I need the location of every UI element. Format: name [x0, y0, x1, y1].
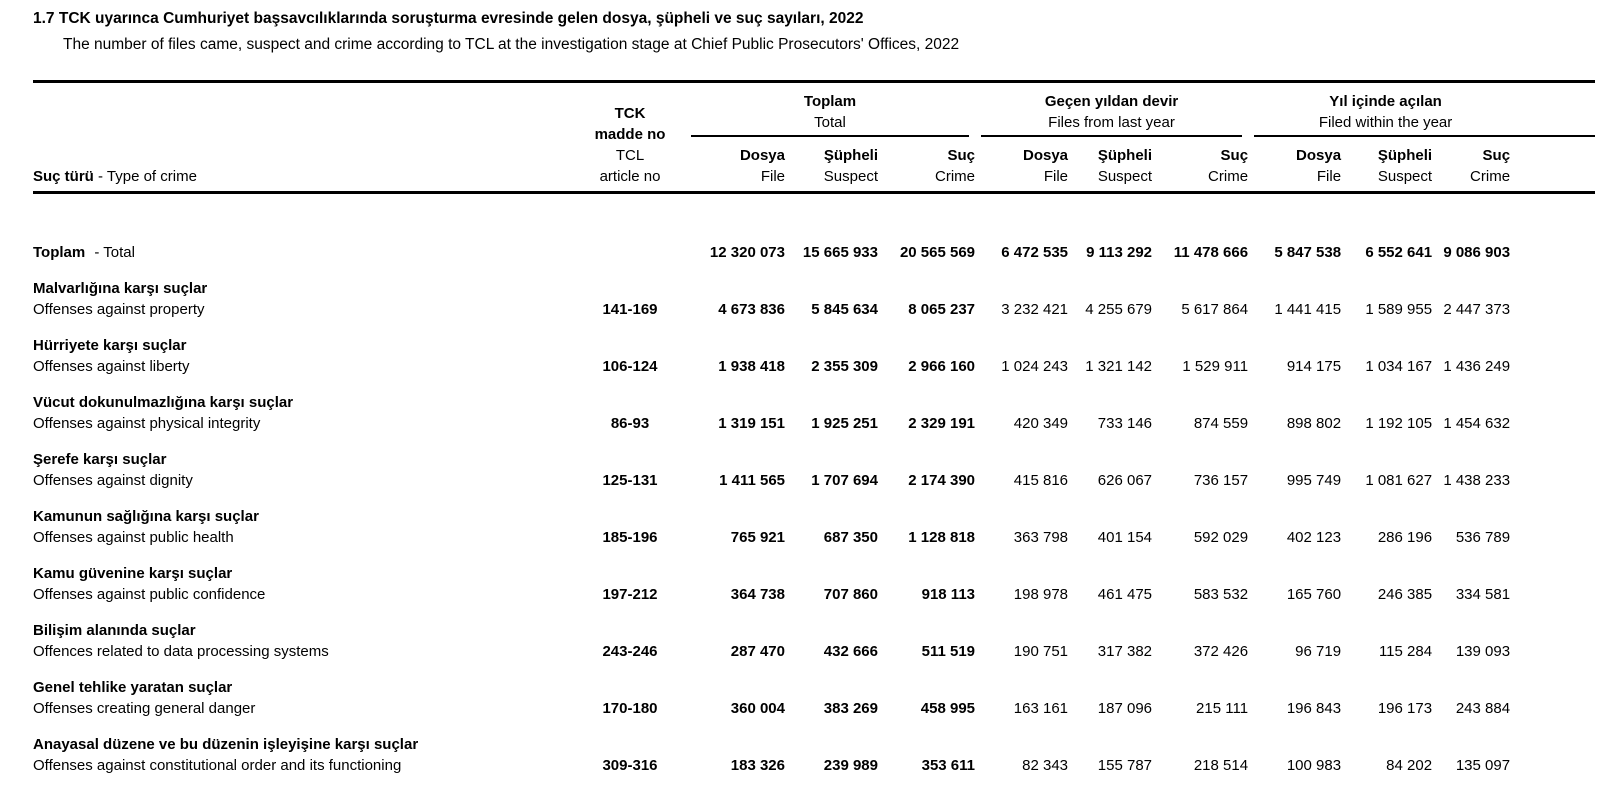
tcl-article-cell: 141-169: [602, 301, 658, 318]
value-total-crime: 353 611: [921, 757, 976, 774]
value-lastyear-file: 6 472 535: [1001, 244, 1069, 261]
group-header-files-from-last-year: [975, 82, 1248, 138]
crime-name-english: Offenses against physical integrity: [33, 415, 261, 432]
row-pad-cell: [1510, 377, 1595, 434]
subcolumn-header-suspect: Şüpheli Suspect: [1068, 137, 1152, 193]
row-pad-cell: [1510, 605, 1595, 662]
crime-name-english: Offenses against constitutional order and its functioning: [33, 757, 402, 774]
value-total-suspect: 432 666: [823, 643, 878, 660]
row-pad-cell: [1510, 662, 1595, 719]
row-pad-cell: [1510, 263, 1595, 320]
crime-name-english: - Total: [94, 244, 135, 261]
value-lastyear-crime: 11 478 666: [1173, 244, 1249, 261]
tcl-article-cell: 170-180: [602, 700, 658, 717]
row-pad-cell: [1510, 320, 1595, 377]
value-lastyear-suspect: 9 113 292: [1086, 244, 1153, 261]
table-row: [33, 320, 1595, 377]
value-lastyear-file: 415 816: [1013, 472, 1069, 489]
crime-name-english: Offenses against public health: [33, 529, 234, 546]
row-pad-cell: [1510, 719, 1595, 776]
crime-name-turkish: Hürriyete karşı suçlar: [33, 337, 187, 354]
value-withinyear-file: 995 749: [1286, 472, 1342, 489]
value-lastyear-suspect: 1 321 142: [1085, 358, 1153, 375]
tcl-article-cell: 86-93: [610, 415, 650, 432]
value-withinyear-file: 898 802: [1286, 415, 1342, 432]
tck-line1: TCK: [614, 105, 646, 122]
page-subtitle: The number of files came, suspect and crime according to TCL at the investigation stage at Chief Public Prosecutors' Offices, 2022: [63, 36, 960, 53]
value-lastyear-file: 198 978: [1013, 586, 1069, 603]
tcl-article-cell: [575, 193, 685, 264]
value-lastyear-suspect: 401 154: [1097, 529, 1153, 546]
value-total-crime: 8 065 237: [908, 301, 976, 318]
value-withinyear-crime: 139 093: [1455, 643, 1511, 660]
table-row: [33, 263, 1595, 320]
group-total-en: Total: [814, 114, 846, 131]
value-total-crime: 511 519: [921, 643, 976, 660]
value-lastyear-crime: 1 529 911: [1182, 358, 1249, 375]
value-total-suspect: 5 845 634: [811, 301, 878, 318]
value-total-crime: 2 174 390: [908, 472, 976, 489]
tcl-article-cell: 243-246: [602, 643, 658, 660]
value-lastyear-suspect: 733 146: [1097, 415, 1153, 432]
value-lastyear-file: 420 349: [1013, 415, 1069, 432]
value-lastyear-suspect: 155 787: [1097, 757, 1153, 774]
subcolumn-header-suspect: Şüpheli Suspect: [785, 137, 878, 193]
subcolumn-header-crime: Suç Crime: [1152, 137, 1248, 193]
value-total-file: 364 738: [730, 586, 785, 603]
crime-name-english: Offences related to data processing systems: [33, 643, 329, 660]
value-withinyear-crime: 334 581: [1455, 586, 1511, 603]
crime-type-cell: [33, 491, 575, 548]
value-total-crime: 458 995: [920, 700, 976, 717]
value-lastyear-suspect: 317 382: [1097, 643, 1153, 660]
table-row: [33, 434, 1595, 491]
row-pad-cell: [1510, 193, 1595, 264]
crime-type-cell: [33, 605, 575, 662]
crime-type-label-en: - Type of crime: [93, 168, 197, 185]
tcl-article-cell: 125-131: [602, 472, 658, 489]
value-total-suspect: 707 860: [823, 586, 878, 603]
value-lastyear-file: 3 232 421: [1001, 301, 1069, 318]
value-lastyear-crime: 218 514: [1193, 757, 1249, 774]
crime-type-cell: [33, 719, 575, 776]
value-lastyear-crime: 874 559: [1193, 415, 1249, 432]
crime-name-english: Offenses against public confidence: [33, 586, 266, 603]
crime-name-english: Offenses against liberty: [33, 358, 190, 375]
value-withinyear-suspect: 1 192 105: [1365, 415, 1433, 432]
value-lastyear-crime: 583 532: [1193, 586, 1249, 603]
subcolumn-header-crime: Suç Crime: [1432, 137, 1510, 193]
value-total-crime: 2 329 191: [908, 415, 976, 432]
value-total-suspect: 383 269: [823, 700, 878, 717]
tcl-line1: TCL: [615, 147, 645, 164]
value-withinyear-suspect: 1 034 167: [1365, 358, 1433, 375]
value-withinyear-suspect: 1 589 955: [1365, 301, 1433, 318]
subcolumn-header-crime: Suç Crime: [878, 137, 975, 193]
subcolumn-header-file: Dosya File: [975, 137, 1068, 193]
group-header-filed-within-year: [1248, 82, 1595, 138]
value-lastyear-file: 190 751: [1013, 643, 1069, 660]
crime-type-cell: [33, 662, 575, 719]
tcl-article-cell: 197-212: [602, 586, 658, 603]
value-withinyear-crime: 1 438 233: [1443, 472, 1511, 489]
value-withinyear-crime: 1 454 632: [1443, 415, 1511, 432]
crime-name-english: Offenses against property: [33, 301, 205, 318]
value-lastyear-file: 82 343: [1022, 757, 1069, 774]
value-withinyear-suspect: 1 081 627: [1365, 472, 1433, 489]
value-withinyear-crime: 536 789: [1455, 529, 1511, 546]
subcolumn-header-file: Dosya File: [1248, 137, 1341, 193]
crime-type-column-header: [33, 82, 575, 193]
value-withinyear-crime: 243 884: [1455, 700, 1511, 717]
value-total-crime: 918 113: [921, 586, 976, 603]
crime-type-cell: [33, 320, 575, 377]
value-total-suspect: 239 989: [823, 757, 878, 774]
value-total-file: 1 411 565: [719, 472, 785, 489]
table-header: [33, 82, 1595, 193]
group-withinyear-tr: Yıl içinde açılan: [1329, 93, 1442, 110]
value-total-file: 287 470: [730, 643, 785, 660]
value-withinyear-file: 196 843: [1286, 700, 1342, 717]
value-lastyear-suspect: 626 067: [1097, 472, 1153, 489]
crime-name-turkish: Toplam: [33, 244, 86, 261]
tcl-article-cell: 309-316: [602, 757, 658, 774]
value-total-file: 1 319 151: [718, 415, 785, 432]
value-withinyear-suspect: 115 284: [1378, 643, 1433, 660]
value-total-suspect: 687 350: [823, 529, 878, 546]
value-total-suspect: 15 665 933: [802, 244, 878, 261]
subcolumn-header-file: Dosya File: [685, 137, 785, 193]
crime-type-label-tr: Suç türü: [33, 168, 94, 185]
value-withinyear-crime: 2 447 373: [1443, 301, 1511, 318]
value-lastyear-file: 363 798: [1013, 529, 1069, 546]
value-withinyear-suspect: 286 196: [1377, 529, 1433, 546]
value-total-suspect: 2 355 309: [811, 358, 878, 375]
value-withinyear-file: 1 441 415: [1274, 301, 1342, 318]
value-withinyear-suspect: 196 173: [1377, 700, 1433, 717]
crime-name-turkish: Genel tehlike yaratan suçlar: [33, 679, 233, 696]
table-body: [33, 193, 1595, 777]
crime-name-turkish: Şerefe karşı suçlar: [33, 451, 167, 468]
tcl-line2: article no: [599, 168, 661, 185]
crime-type-cell: [33, 434, 575, 491]
value-lastyear-crime: 736 157: [1193, 472, 1249, 489]
row-pad-cell: [1510, 491, 1595, 548]
value-withinyear-file: 914 175: [1286, 358, 1342, 375]
table-row: [33, 491, 1595, 548]
crime-statistics-table: [33, 80, 1595, 776]
group-header-total: [685, 82, 975, 138]
value-withinyear-file: 402 123: [1286, 529, 1342, 546]
value-total-file: 360 004: [730, 700, 785, 717]
value-withinyear-suspect: 6 552 641: [1365, 244, 1433, 261]
row-pad-cell: [1510, 434, 1595, 491]
value-total-file: 1 938 418: [718, 358, 785, 375]
value-withinyear-crime: 135 097: [1455, 757, 1511, 774]
crime-name-turkish: Bilişim alanında suçlar: [33, 622, 196, 639]
value-total-file: 4 673 836: [718, 301, 785, 318]
crime-name-turkish: Anayasal düzene ve bu düzenin işleyişine karşı suçlar: [33, 736, 419, 753]
page-header: [0, 0, 1602, 55]
crime-type-cell: [33, 193, 575, 264]
value-withinyear-file: 96 719: [1295, 643, 1342, 660]
crime-type-cell: [33, 377, 575, 434]
table-row: [33, 605, 1595, 662]
value-lastyear-suspect: 461 475: [1097, 586, 1153, 603]
crime-name-turkish: Vücut dokunulmazlığına karşı suçlar: [33, 394, 294, 411]
value-withinyear-file: 165 760: [1286, 586, 1342, 603]
value-withinyear-file: 5 847 538: [1274, 244, 1342, 261]
crime-name-turkish: Kamu güvenine karşı suçlar: [33, 565, 233, 582]
value-lastyear-crime: 592 029: [1193, 529, 1249, 546]
tck-line2: madde no: [594, 126, 666, 143]
value-withinyear-file: 100 983: [1286, 757, 1342, 774]
page-title: 1.7 TCK uyarınca Cumhuriyet başsavcılıklarında soruşturma evresinde gelen dosya, şüpheli ve suç sayıları, 2022: [33, 10, 864, 27]
value-total-suspect: 1 707 694: [811, 472, 878, 489]
group-lastyear-tr: Geçen yıldan devir: [1044, 93, 1179, 110]
tcl-article-cell: 106-124: [602, 358, 658, 375]
row-pad-cell: [1510, 548, 1595, 605]
subcolumn-header-suspect: Şüpheli Suspect: [1341, 137, 1432, 193]
crime-name-english: Offenses creating general danger: [33, 700, 256, 717]
value-withinyear-crime: 1 436 249: [1443, 358, 1511, 375]
tcl-article-column-header: [575, 82, 685, 193]
value-total-file: 765 921: [730, 529, 785, 546]
value-lastyear-file: 163 161: [1013, 700, 1069, 717]
group-withinyear-en: Filed within the year: [1318, 114, 1453, 131]
group-total-tr: Toplam: [803, 93, 857, 110]
value-lastyear-file: 1 024 243: [1001, 358, 1069, 375]
table-row: [33, 719, 1595, 776]
table-row: [33, 193, 1595, 264]
crime-name-turkish: Malvarlığına karşı suçlar: [33, 280, 208, 297]
value-total-crime: 2 966 160: [908, 358, 976, 375]
value-total-crime: 1 128 818: [908, 529, 976, 546]
tcl-article-cell: 185-196: [602, 529, 658, 546]
table-row: [33, 377, 1595, 434]
crime-type-cell: [33, 263, 575, 320]
value-total-file: 183 326: [730, 757, 785, 774]
table-row: [33, 662, 1595, 719]
value-lastyear-crime: 372 426: [1193, 643, 1249, 660]
crime-name-english: Offenses against dignity: [33, 472, 193, 489]
value-withinyear-suspect: 246 385: [1377, 586, 1433, 603]
value-lastyear-crime: 215 111: [1196, 700, 1249, 717]
header-pad-cell: [1510, 137, 1595, 193]
table-row: [33, 548, 1595, 605]
value-lastyear-suspect: 4 255 679: [1085, 301, 1153, 318]
value-total-suspect: 1 925 251: [811, 415, 878, 432]
crime-name-turkish: Kamunun sağlığına karşı suçlar: [33, 508, 259, 525]
value-lastyear-suspect: 187 096: [1097, 700, 1153, 717]
value-withinyear-crime: 9 086 903: [1443, 244, 1511, 261]
value-total-file: 12 320 073: [709, 244, 785, 261]
value-withinyear-suspect: 84 202: [1386, 757, 1433, 774]
crime-type-cell: [33, 548, 575, 605]
value-lastyear-crime: 5 617 864: [1181, 301, 1249, 318]
group-lastyear-en: Files from last year: [1048, 114, 1175, 131]
value-total-crime: 20 565 569: [899, 244, 976, 261]
